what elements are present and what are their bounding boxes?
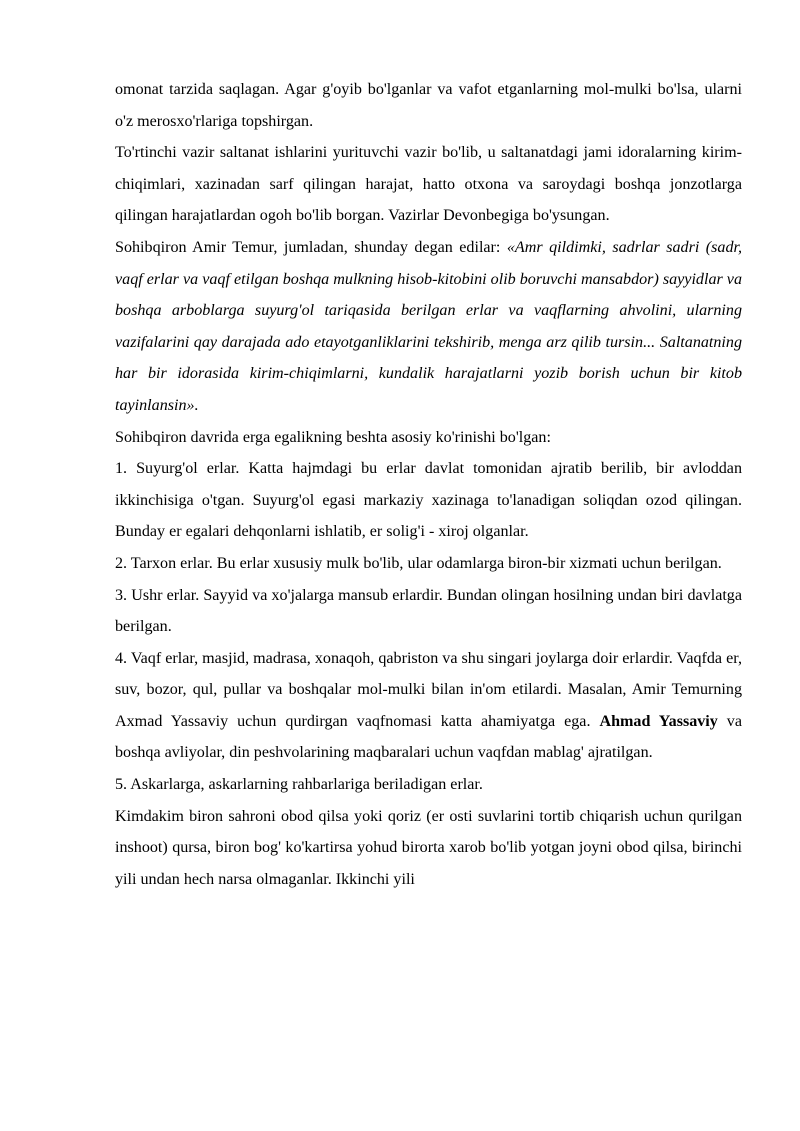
quote-text: «Amr qildimki, sadrlar sadri (sadr, vaqf erlar va vaqf etilgan boshqa mulkning hisob-kitobini olib boruvchi mansabdor) sayyidlar va boshqa arboblarga suyurg'ol tariqasida berilgan erlar va vaqflarning ahvolini, ularning vazifalarini qay darajada ado etayotganliklarini tekshirib, menga arz qilib tursin... Saltanatning har bir idorasida kirim-chiqimlarni, kundalik harajatlarni yozib borish uchun bir kitob tayinlansin».: [115, 238, 743, 414]
paragraph-obod-qilish: Kimdakim biron sahroni obod qilsa yoki qoriz (er osti suvlarini tortib chiqarish uchun qurilgan inshoot) qursa, biron bog' ko'kartirsa yohud birorta xarob bo'lib yotgan joyni obod qilsa, birinchi yili undan hech narsa olmaganlar. Ikkinchi yili: [115, 807, 742, 888]
paragraph-fourth-vizier: To'rtinchi vazir saltanat ishlarini yurituvchi vazir bo'lib, u saltanatdagi jami idoralarning kirim-chiqimlari, xazinadan sarf qilingan harajat, hatto otxona va saroydagi boshqa jonzotlarga qilingan harajatlardan ogoh bo'lib borgan. Vazirlar Devonbegiga bo'ysungan.: [115, 144, 742, 225]
vaqf-bold-name: Ahmad Yassaviy: [599, 712, 718, 730]
document-body: [115, 74, 742, 895]
list-item-vaqf: [115, 643, 742, 769]
vaqf-tail-text: va boshqa avliyolar, din peshvolarining maqbaralari uchun vaqfdan mablag' ajratilgan.: [115, 712, 742, 762]
list-item-suyurgol: 1. Suyurg'ol erlar. Katta hajmdagi bu erlar davlat tomonidan ajratib berilib, bir avloddan ikkinchisiga o'tgan. Suyurg'ol egasi markaziy xazinaga to'lanadigan soliqdan ozod qilingan. Bunday er egalari dehqonlarni ishlatib, er solig'i - xiroj olganlar.: [115, 460, 742, 541]
list-item-ushr: 3. Ushr erlar. Sayyid va xo'jalarga mansub erlardir. Bundan olingan hosilning undan biri davlatga berilgan.: [115, 586, 742, 636]
paragraph-amir-temur-quote: [115, 232, 742, 422]
paragraph-land-forms-intro: Sohibqiron davrida erga egalikning beshta asosiy ko'rinishi bo'lgan:: [115, 428, 551, 446]
vaqf-lead-text: 4. Vaqf erlar, masjid, madrasa, xonaqoh, qabriston va shu singari joylarga doir erlardir. Vaqfda er, suv, bozor, qul, pullar va boshqalar mol-mulki bilan in'om etilardi. Masalan, Amir Temurning Axmad Yassaviy uchun qurdirgan vaqfnomasi katta ahamiyatga ega.: [115, 649, 742, 730]
list-item-tarxon: 2. Tarxon erlar. Bu erlar xususiy mulk bo'lib, ular odamlarga biron-bir xizmati uchun berilgan.: [115, 554, 722, 572]
list-item-askarlar: 5. Askarlarga, askarlarning rahbarlariga beriladigan erlar.: [115, 776, 483, 794]
paragraph-omonat: omonat tarzida saqlagan. Agar g'oyib bo'lganlar va vafot etganlarning mol-mulki bo'lsa, ularni o'z merosxo'rlariga topshirgan.: [115, 81, 742, 130]
quote-lead-text: Sohibqiron Amir Temur, jumladan, shunday degan edilar:: [115, 238, 507, 256]
